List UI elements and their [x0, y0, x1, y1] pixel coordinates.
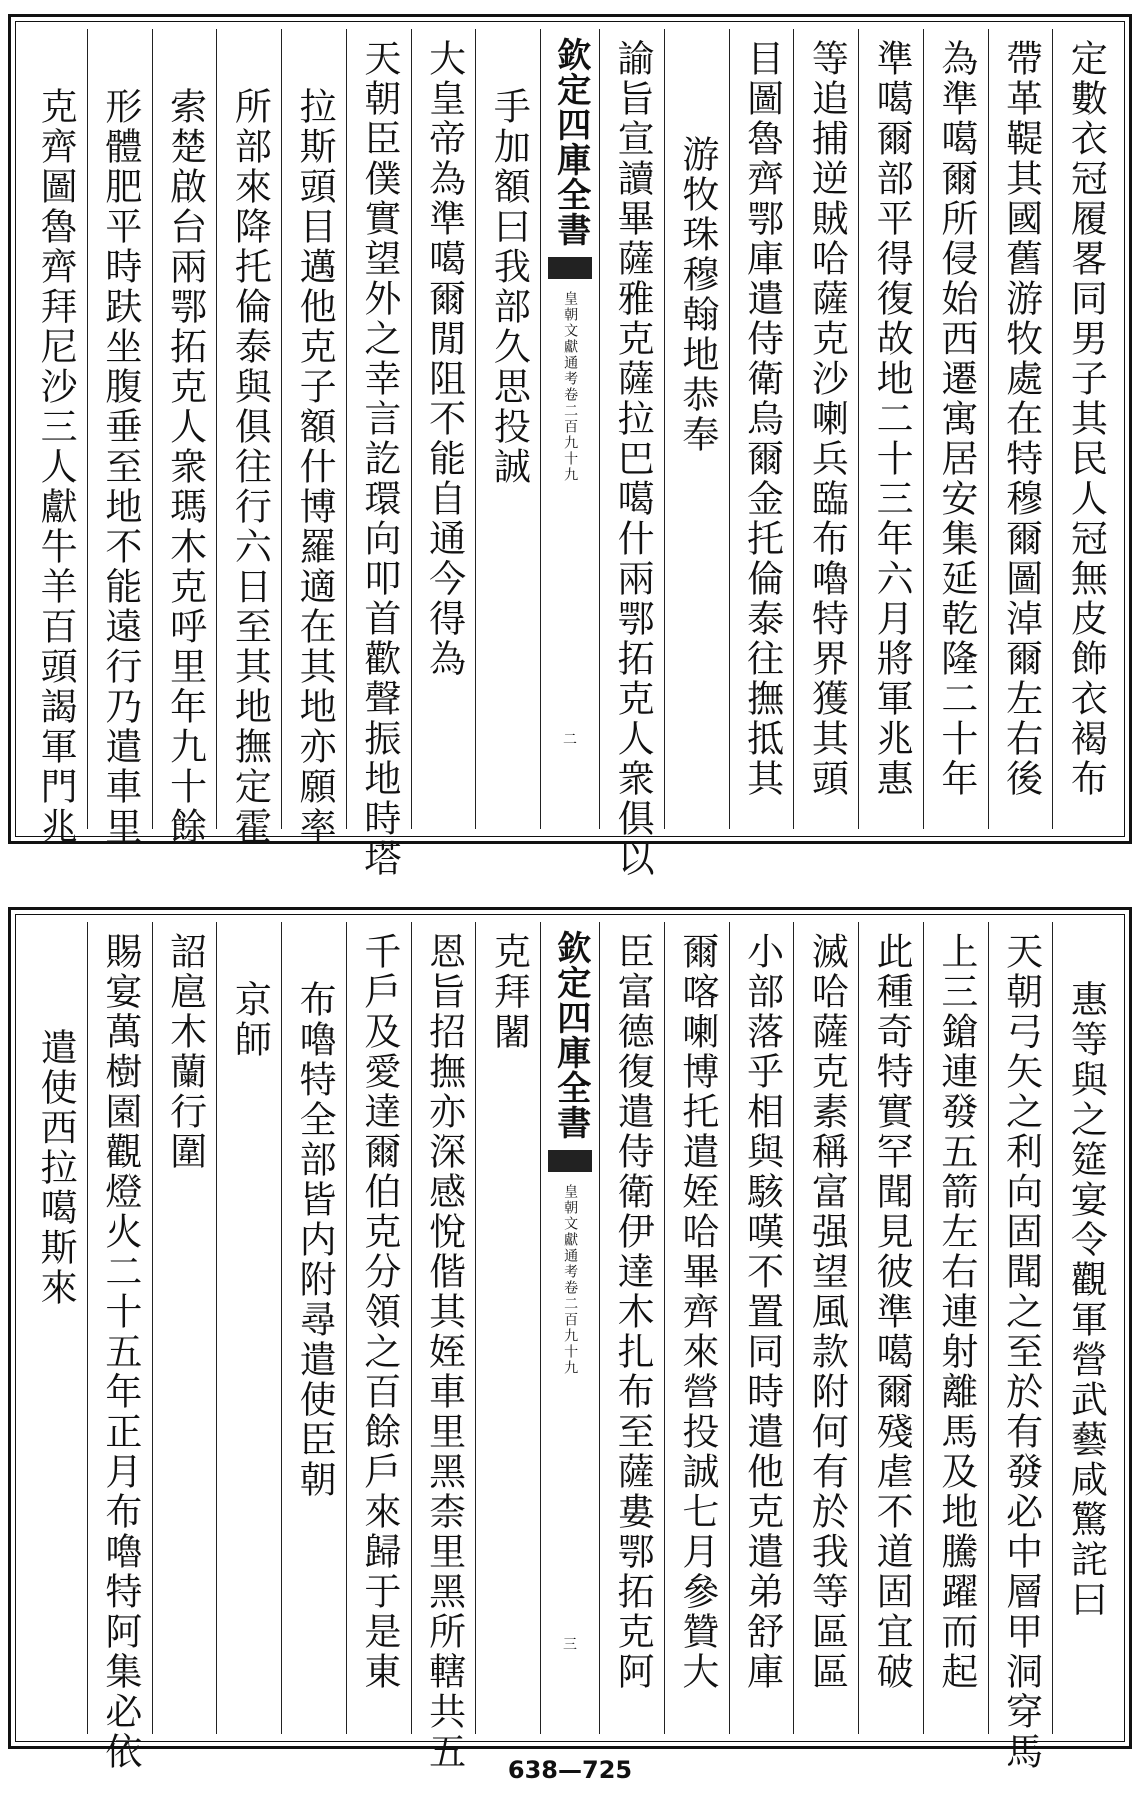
text-column [988, 922, 1053, 1772]
text-column [599, 29, 664, 879]
column-text: 此種奇特實罕聞見彼準噶爾殘虐不道固宜破 [870, 932, 914, 1692]
text-column [1052, 922, 1117, 1734]
fold-volume: 卷二百九十九 [562, 1280, 579, 1376]
text-column [923, 29, 988, 829]
column-text: 索楚啟台兩鄂拓克人衆瑪木克呼里年九十餘 [163, 87, 207, 847]
column-text: 賜宴萬樹園觀燈火二十五年正月布嚕特阿集必依 [98, 932, 142, 1772]
column-text: 拉斯頭目邁他克子額什博羅適在其地亦願率 [293, 87, 337, 847]
text-column [87, 922, 152, 1772]
text-column [216, 922, 281, 1734]
column-text: 上三鎗連發五箭左右連射離馬及地騰躍而起 [934, 932, 978, 1692]
top-text-columns [23, 29, 1117, 879]
text-column [793, 29, 858, 829]
text-column [793, 922, 858, 1734]
top-page [8, 14, 1132, 879]
text-column [729, 29, 794, 829]
text-column [664, 29, 729, 829]
text-column [475, 29, 540, 829]
text-column [281, 922, 346, 1734]
text-column [346, 29, 411, 879]
text-column [599, 922, 664, 1734]
column-text: 惠等與之筵宴令觀軍營武藝咸驚詫曰 [1064, 980, 1108, 1620]
fold-title: 欽定四庫全書 [550, 37, 591, 247]
text-column [411, 922, 476, 1772]
fold-subtitle: 皇朝文獻通考 [562, 291, 579, 387]
fold-column [540, 922, 599, 1734]
fold-page-number: 二 [563, 732, 577, 748]
text-column [923, 922, 988, 1734]
column-text: 小部落乎相與駭嘆不置同時遣他克遣弟舒庫 [740, 932, 784, 1692]
text-column [858, 922, 923, 1734]
text-column [729, 922, 794, 1734]
column-text: 形體肥平時趺坐腹垂至地不能遠行乃遣車里 [98, 87, 142, 847]
text-column [23, 29, 87, 847]
fold-column [540, 29, 599, 829]
text-column [988, 29, 1053, 829]
column-text: 諭旨宣讀畢薩雅克薩拉巴噶什兩鄂拓克人衆俱以 [611, 39, 655, 879]
text-column [411, 29, 476, 829]
column-text: 天朝弓矢之利向固聞之至於有發必中層甲洞穿馬 [999, 932, 1043, 1772]
column-text: 布嚕特全部皆内附尋遣使臣朝 [293, 980, 337, 1500]
column-text: 克拜闍 [487, 932, 531, 1052]
text-column [152, 922, 217, 1734]
text-column [1052, 29, 1117, 829]
column-text: 天朝臣僕實望外之幸言訖環向叩首歡聲振地時塔 [357, 39, 401, 879]
page-footer-number: 638—725 [507, 1756, 633, 1784]
column-text: 為準噶爾所侵始西遷寓居安集延乾隆二十年 [934, 39, 978, 799]
column-text: 滅哈薩克素稱富强望風款附何有於我等區區 [805, 932, 849, 1692]
column-text: 定數衣冠履畧同男子其民人冠無皮飾衣褐布 [1064, 39, 1108, 799]
fold-subtitle: 皇朝文獻通考 [562, 1184, 579, 1280]
column-text: 大皇帝為準噶爾閒阻不能自通今得為 [422, 39, 466, 679]
fold-fishtail-mark [548, 1150, 592, 1172]
column-text: 詔扈木蘭行圍 [163, 932, 207, 1172]
column-text: 所部來降托倫泰與俱往行六日至其地撫定霍 [228, 87, 272, 847]
column-text: 遣使西拉噶斯來 [34, 1028, 78, 1308]
column-text: 手加額曰我部久思投誠 [487, 87, 531, 487]
fold-title: 欽定四庫全書 [550, 930, 591, 1140]
text-column [281, 29, 346, 847]
column-text: 準噶爾部平得復故地二十三年六月將軍兆惠 [870, 39, 914, 799]
text-column [346, 922, 411, 1734]
text-column [664, 922, 729, 1734]
fold-page-number: 三 [563, 1637, 577, 1653]
column-text: 恩旨招撫亦深感悅偕其姪車里黑柰里黑所轄共五 [422, 932, 466, 1772]
column-text: 游牧珠穆翰地恭奉 [675, 135, 719, 455]
column-text: 等追捕逆賊哈薩克沙喇兵臨布嚕特界獲其頭 [805, 39, 849, 799]
text-column [23, 922, 87, 1734]
column-text: 爾喀喇博托遣姪哈畢齊來營投誠七月參贊大 [675, 932, 719, 1692]
text-column [475, 922, 540, 1734]
text-column [858, 29, 923, 829]
column-text: 目圖魯齊鄂庫遣侍衛烏爾金托倫泰往撫抵其 [740, 39, 784, 799]
column-text: 臣富德復遣侍衛伊達木扎布至薩婁鄂拓克阿 [611, 932, 655, 1692]
column-text: 克齊圖魯齊拜尼沙三人獻牛羊百頭謁軍門兆 [34, 87, 78, 847]
text-column [87, 29, 152, 847]
fold-fishtail-mark [548, 257, 592, 279]
text-column [152, 29, 217, 847]
column-text: 京師 [228, 980, 272, 1060]
column-text: 千戶及愛達爾伯克分領之百餘戶來歸于是東 [357, 932, 401, 1692]
column-text: 帶革鞮其國舊游牧處在特穆爾圖淖爾左右後 [999, 39, 1043, 799]
fold-volume: 卷二百九十九 [562, 387, 579, 483]
text-column [216, 29, 281, 847]
